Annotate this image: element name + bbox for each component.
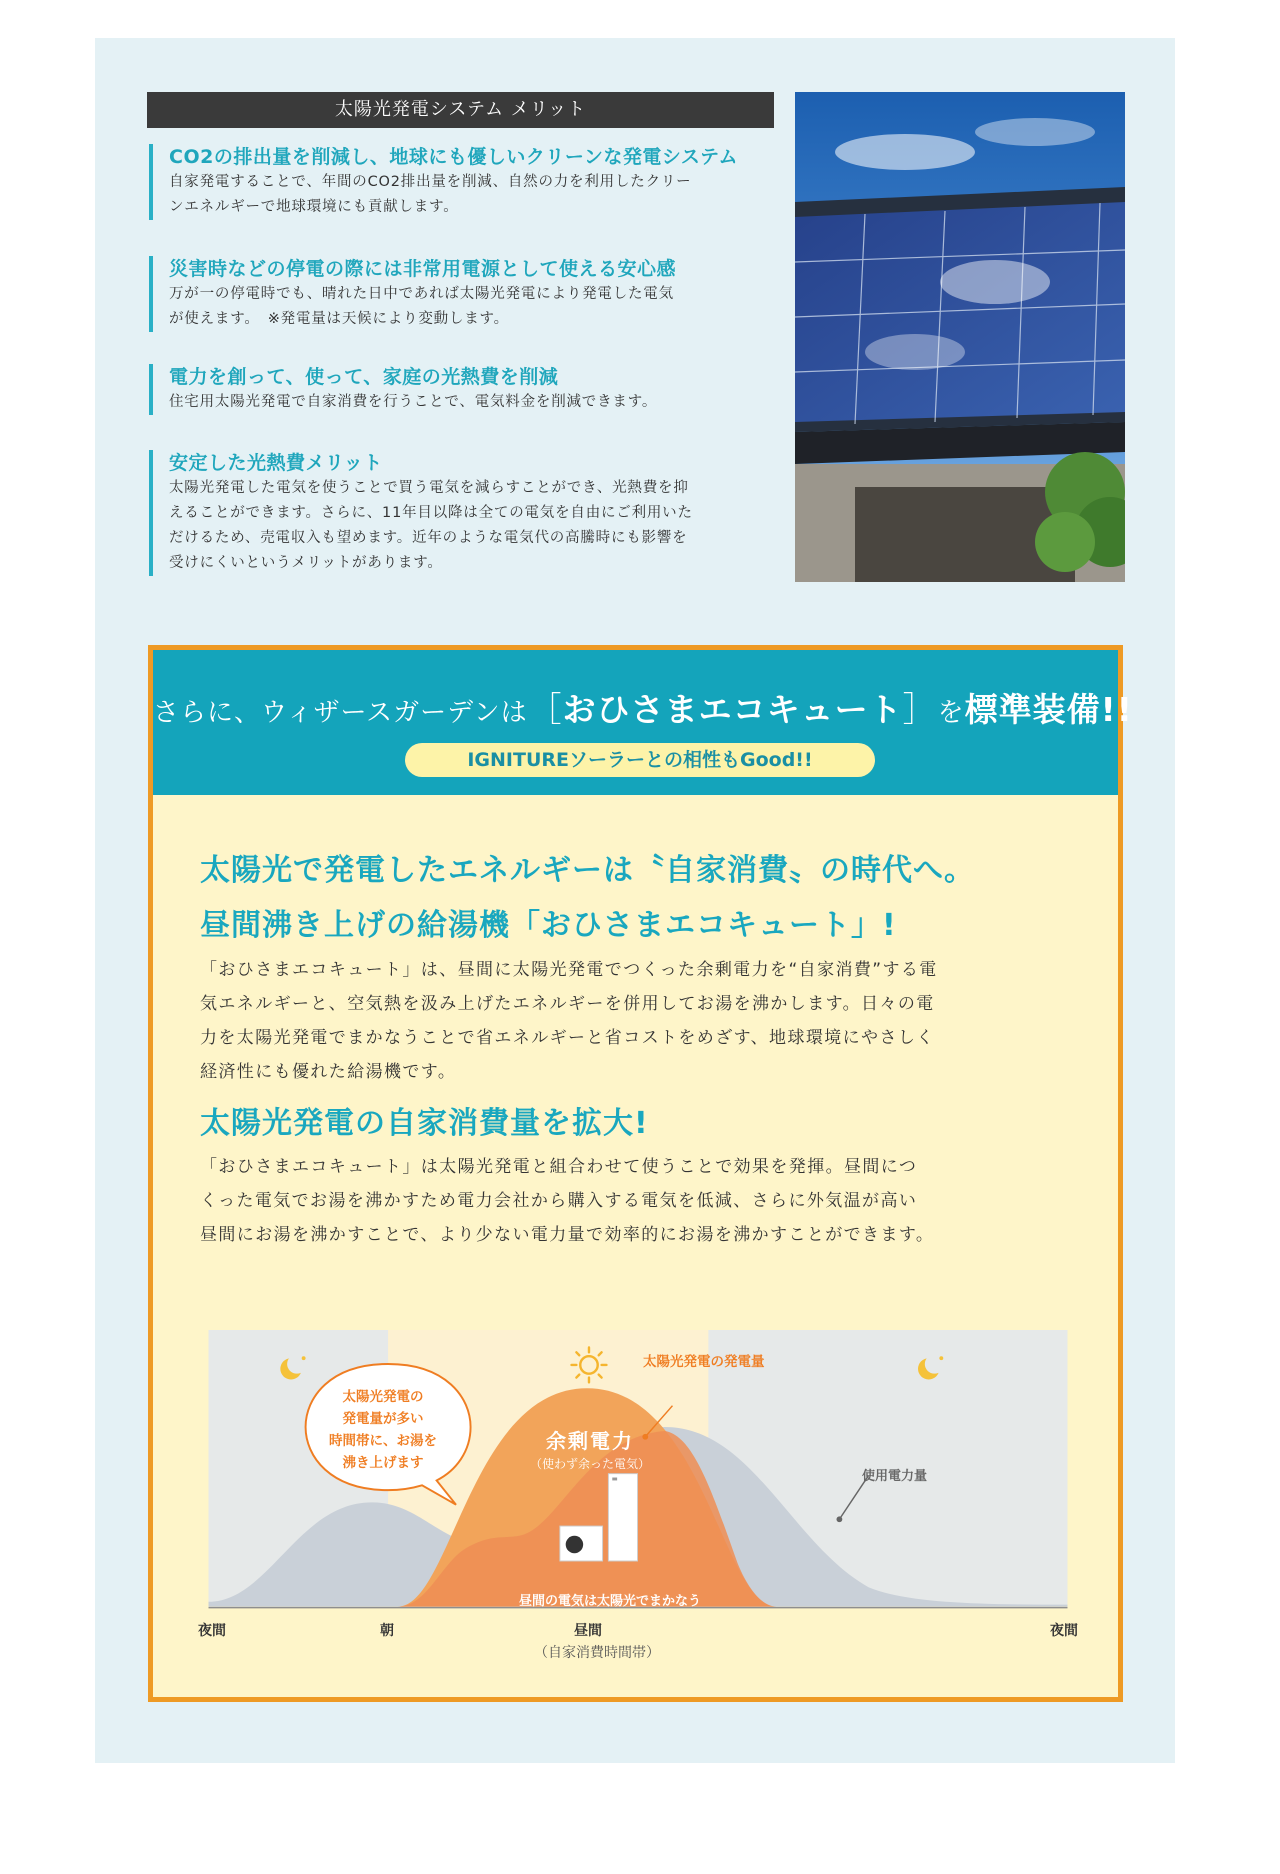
banner-title [153,682,1133,731]
merit-item-stable [149,450,784,576]
merit-item-cost [149,364,784,415]
x-label-daytime: 昼間 [574,1623,602,1639]
x-label-morning: 朝 [380,1623,394,1639]
bubble-line: 時間帯に、お湯を [329,1433,437,1449]
banner-bracket-close: ］ [902,690,938,730]
lead-line-1: 太陽光で発電したエネルギーは〝自家消費〟の時代へ。 [200,853,975,888]
paragraph-line: 気エネルギーと、空気熱を汲み上げたエネルギーを併用してお湯を沸かします。日々の電 [200,994,935,1014]
lead-line-2: 昼間沸き上げの給湯機「おひさまエコキュート」! [200,908,897,943]
subheading: 太陽光発電の自家消費量を拡大! [200,1106,649,1141]
merit-title: 災害時などの停電の際には非常用電源として使える安心感 [169,258,677,280]
solar-label: 太陽光発電の発電量 [643,1354,765,1370]
paragraph-line: 「おひさまエコキュート」は、昼間に太陽光発電でつくった余剰電力を“自家消費”する電 [200,960,938,980]
banner-suffix: 標準装備!! [964,690,1133,729]
bubble-line: 沸き上げます [342,1455,424,1471]
self-consumption-diagram [198,1330,1078,1660]
paragraph-line: くった電気でお湯を沸かすため電力会社から購入する電気を低減、さらに外気温が高い [200,1191,918,1211]
merit-text-line: ンエネルギーで地球環境にも貢献します。 [169,199,459,215]
bubble-text [298,1386,468,1474]
merit-title: CO2の排出量を削減し、地球にも優しいクリーンな発電システム [169,146,739,168]
merit-item-disaster [149,256,784,332]
merit-text-line: が使えます。 ※発電量は天候により変動します。 [169,311,509,327]
surplus-title: 余剰電力 [546,1429,634,1453]
solar-panel-photo [795,92,1125,582]
merit-text-line: 太陽光発電した電気を使うことで買う電気を減らすことができ、光熱費を抑 [169,480,689,496]
x-label-night-start: 夜間 [198,1623,226,1639]
merit-text-line: えることができます。さらに、11年目以降は全ての電気を自由にご利用いた [169,505,693,521]
paragraph-1 [200,953,1080,1089]
merit-item-co2 [149,144,784,220]
merit-title: 安定した光熱費メリット [169,452,383,474]
bubble-line: 太陽光発電の [342,1389,424,1405]
banner-prefix: さらに、ウィザースガーデンは [153,698,528,728]
paragraph-line: 「おひさまエコキュート」は太陽光発電と組合わせて使うことで効果を発揮。昼間につ [200,1157,918,1177]
bubble-line: 発電量が多い [342,1411,424,1427]
banner-bracket-open: ［ [527,690,563,730]
banner-product: おひさまエコキュート [562,690,903,729]
paragraph-line: 昼間にお湯を沸かすことで、より少ない電力量で効率的にお湯を沸かすことができます。 [200,1225,935,1245]
merit-title: 電力を創って、使って、家庭の光熱費を削減 [169,366,559,388]
merit-text-line: 受けにくいというメリットがあります。 [169,555,443,571]
merit-text-line: だけるため、売電収入も望めます。近年のような電気代の高騰時にも影響を [169,530,688,546]
banner-middle: を [937,698,965,728]
x-sub-label: （自家消費時間帯） [534,1645,660,1661]
daytime-note: 昼間の電気は太陽光でまかなう [518,1594,701,1609]
surplus-note: （使わず余った電気） [529,1457,650,1471]
paragraph-2 [200,1150,1080,1252]
x-label-night-end: 夜間 [1050,1623,1078,1639]
paragraph-line: 経済性にも優れた給湯機です。 [200,1062,457,1082]
banner [153,650,1133,795]
usage-label: 使用電力量 [862,1469,928,1484]
merit-text-line: 万が一の停電時でも、晴れた日中であれば太陽光発電により発電した電気 [169,286,674,302]
paragraph-line: 力を太陽光発電でまかなうことで省エネルギーと省コストをめざす、地球環境にやさしく [200,1028,935,1048]
merit-text-line: 住宅用太陽光発電で自家消費を行うことで、電気料金を削減できます。 [169,394,658,410]
compatibility-pill: IGNITUREソーラーとの相性もGood!! [405,743,875,777]
merit-header: 太陽光発電システム メリット [147,92,774,128]
merit-text-line: 自家発電することで、年間のCO2排出量を削減、自然の力を利用したクリー [169,174,692,190]
